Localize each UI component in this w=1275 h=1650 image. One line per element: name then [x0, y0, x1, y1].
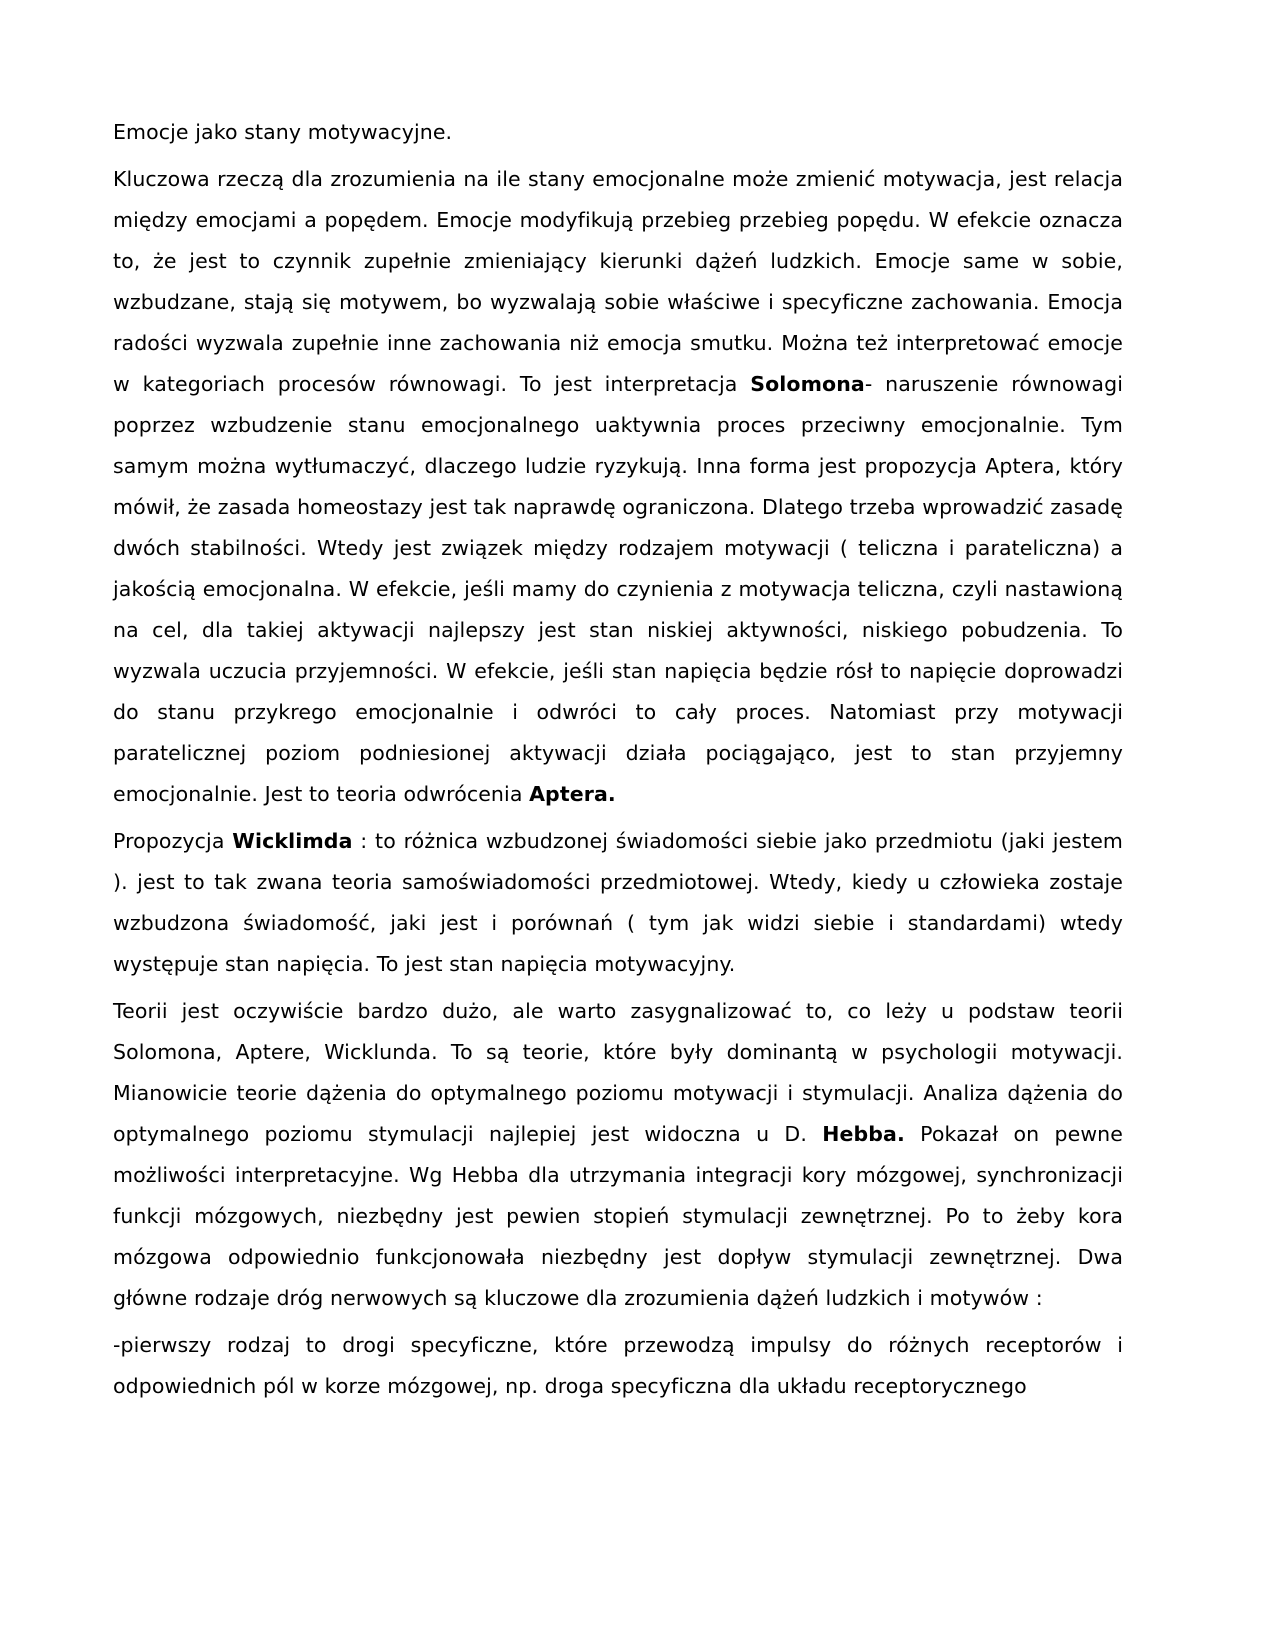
emphasized-term: Aptera.: [529, 782, 616, 806]
emphasized-term: Solomona: [750, 372, 865, 396]
text-run: - naruszenie równowagi poprzez wzbudzenie stanu emocjonalnego uaktywnia proces przeciwny emocjonalnie. Tym samym można wytłumaczyć, dlaczego ludzie ryzykują. Inna forma jest propozycja Aptera, który mówił, że zasada homeostazy jest tak naprawdę ograniczona. Dlatego trzeba wprowadzić zasadę dwóch stabilności. Wtedy jest związek między rodzajem motywacji ( teliczna i parateliczna) a jakością emocjonalna. W efekcie, jeśli mamy do czynienia z motywacja teliczna, czyli nastawioną na cel, dla takiej aktywacji najlepszy jest stan niskiej aktywności, niskiego pobudzenia. To wyzwala uczucia przyjemności. W efekcie, jeśli stan napięcia będzie rósł to napięcie doprowadzi do stanu przykrego emocjonalnie i odwróci to cały proces. Natomiast przy motywacji paratelicznej poziom podniesionej aktywacji działa pociągająco, jest to stan przyjemny emocjonalnie. Jest to teoria odwrócenia: [113, 372, 1123, 806]
text-run: Kluczowa rzeczą dla zrozumienia na ile stany emocjonalne może zmienić motywacja, jest relacja między emocjami a popędem. Emocje modyfikują przebieg przebieg popędu. W efekcie oznacza to, że jest to czynnik zupełnie zmieniający kierunki dążeń ludzkich. Emocje same w sobie, wzbudzane, stają się motywem, bo wyzwalają sobie właściwe i specyficzne zachowania. Emocja radości wyzwala zupełnie inne zachowania niż emocja smutku. Można też interpretować emocje w kategoriach procesów równowagi. To jest interpretacja: [113, 167, 1123, 396]
text-run: -pierwszy rodzaj to drogi specyficzne, które przewodzą impulsy do różnych receptorów i odpowiednich pól w korze mózgowej, np. droga specyficzna dla układu receptorycznego: [113, 1333, 1123, 1398]
text-run: Pokazał on pewne możliwości interpretacyjne. Wg Hebba dla utrzymania integracji kory mózgowej, synchronizacji funkcji mózgowych, niezbędny jest pewien stopień stymulacji zewnętrznej. Po to żeby kora mózgowa odpowiednio funkcjonowała niezbędny jest dopływ stymulacji zewnętrznej. Dwa główne rodzaje dróg nerwowych są kluczowe dla zrozumienia dążeń ludzkich i motywów :: [113, 1122, 1123, 1310]
text-run: : to różnica wzbudzonej świadomości siebie jako przedmiotu (jaki jestem ). jest to tak zwana teoria samoświadomości przedmiotowej. Wtedy, kiedy u człowieka zostaje wzbudzona świadomość, jaki jest i porównań ( tym jak widzi siebie i standardami) wtedy występuje stan napięcia. To jest stan napięcia motywacyjny.: [113, 829, 1123, 976]
paragraph-3: [113, 991, 1123, 1319]
paragraph-2: [113, 821, 1123, 985]
paragraph-4: [113, 1325, 1123, 1407]
document-title-line: Emocje jako stany motywacyjne.: [113, 120, 453, 144]
text-run: Teorii jest oczywiście bardzo dużo, ale warto zasygnalizować to, co leży u podstaw teorii Solomona, Aptere, Wicklunda. To są teorie, które były dominantą w psychologii motywacji. Mianowicie teorie dążenia do optymalnego poziomu motywacji i stymulacji. Analiza dążenia do optymalnego poziomu stymulacji najlepiej jest widoczna u D.: [113, 999, 1123, 1146]
text-run: Propozycja: [113, 829, 233, 853]
document-body: [113, 112, 1123, 1407]
emphasized-term: Wicklimda: [232, 829, 353, 853]
document-paragraphs: [113, 159, 1123, 1407]
emphasized-term: Hebba.: [822, 1122, 905, 1146]
paragraph-1: [113, 159, 1123, 815]
